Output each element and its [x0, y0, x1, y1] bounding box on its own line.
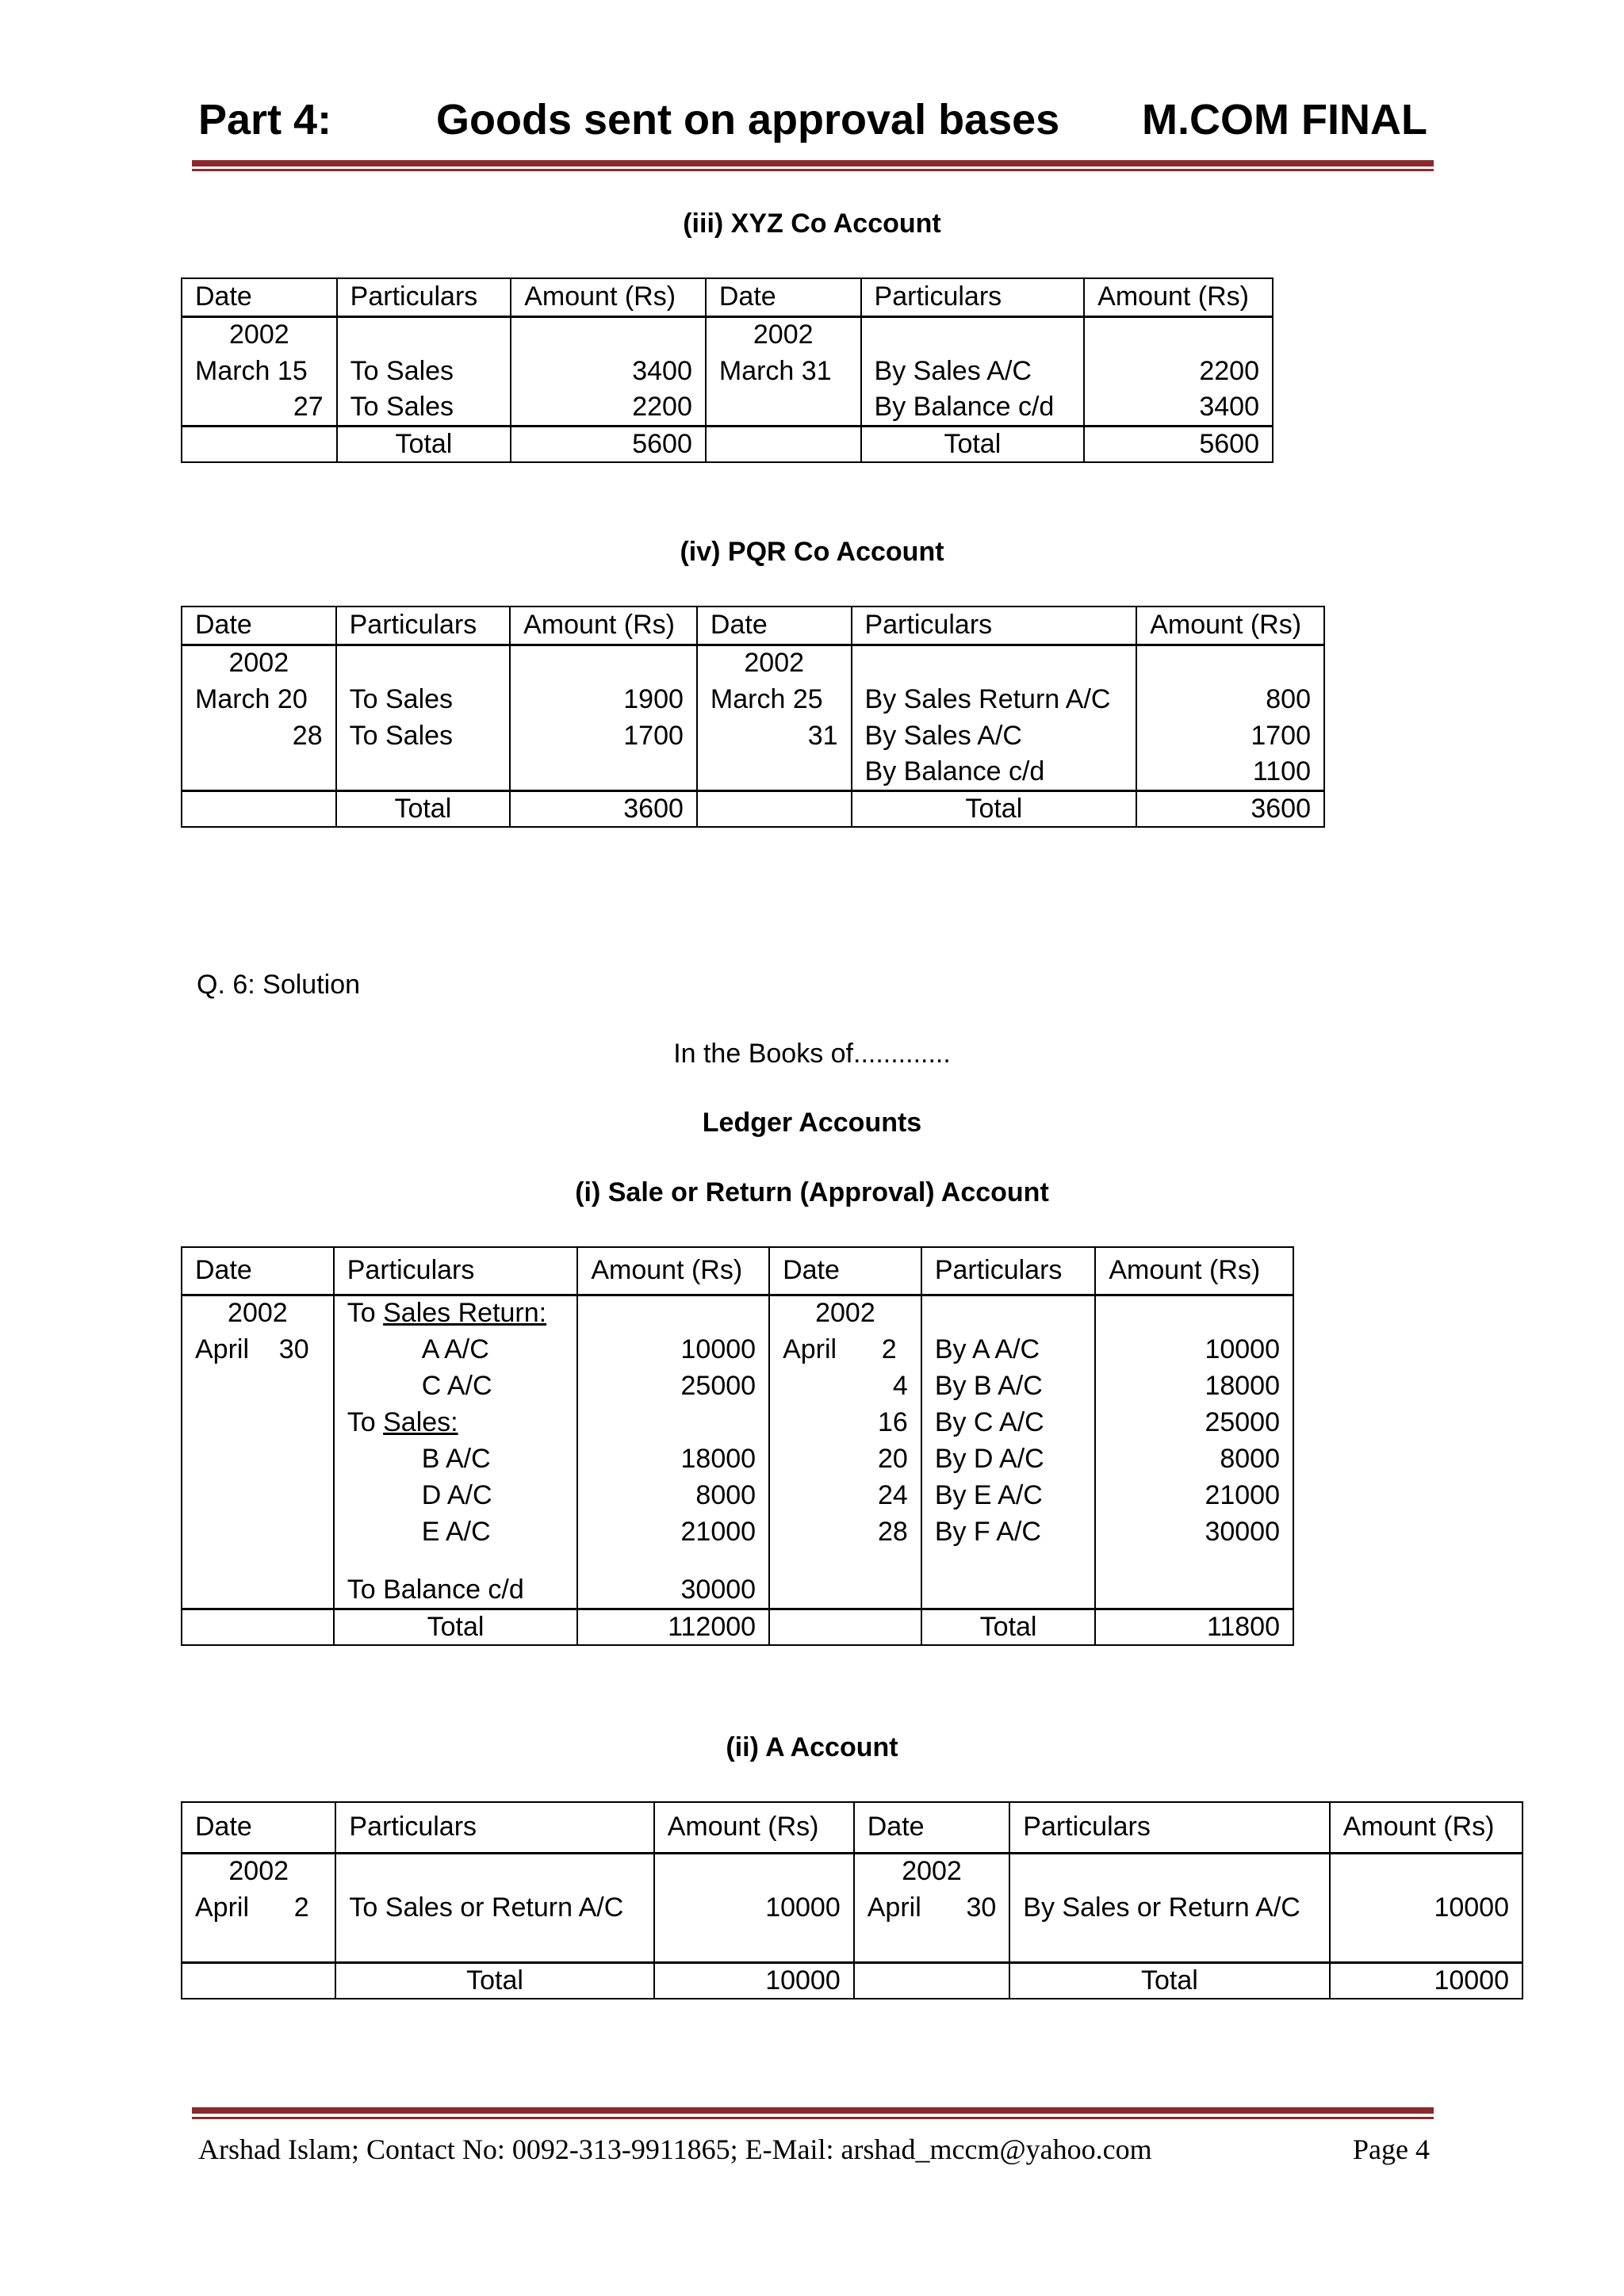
table-row	[182, 681, 1324, 718]
books-of-heading: In the Books of.............	[673, 1039, 951, 1069]
header-rule-thin	[192, 169, 1434, 171]
particulars-account: B A/C	[421, 1443, 491, 1474]
table-row	[182, 1853, 1522, 1889]
particulars-cell: By Sales Return A/C	[852, 681, 1137, 718]
col-particulars: Particulars	[334, 1247, 578, 1295]
date-cell	[706, 389, 861, 426]
amount-cell: 10000	[577, 1331, 769, 1368]
a-account-table	[181, 1801, 1523, 1999]
xyz-account-table	[181, 277, 1274, 463]
particulars-cell	[337, 316, 511, 353]
col-particulars: Particulars	[1009, 1802, 1329, 1853]
particulars-cell	[334, 1295, 578, 1331]
col-particulars: Particulars	[921, 1247, 1096, 1295]
total-row	[182, 426, 1273, 462]
particulars-cell: To Sales	[336, 681, 511, 718]
amount-cell	[510, 645, 697, 681]
date-cell	[182, 1477, 334, 1513]
col-amount: Amount (Rs)	[1084, 278, 1273, 316]
particulars-prefix: To	[347, 1298, 384, 1329]
col-amount: Amount (Rs)	[654, 1802, 854, 1853]
col-amount: Amount (Rs)	[1136, 607, 1324, 645]
footer-rule-thin	[192, 2117, 1434, 2119]
total-cell	[182, 1962, 335, 1999]
particulars-cell	[334, 1368, 578, 1404]
col-date: Date	[182, 1247, 334, 1295]
amount-cell: 2200	[1084, 353, 1273, 389]
amount-cell: 10000	[654, 1889, 854, 1926]
amount-cell: 1700	[510, 718, 697, 754]
total-label: Total	[861, 426, 1085, 462]
table-row	[182, 754, 1324, 790]
col-amount: Amount (Rs)	[511, 278, 706, 316]
particulars-cell	[334, 1572, 578, 1609]
total-label: Total	[852, 790, 1137, 827]
xyz-account-title: (iii) XYZ Co Account	[683, 209, 941, 239]
col-date: Date	[182, 607, 336, 645]
particulars-group-label: Sales Return:	[383, 1298, 547, 1329]
particulars-cell: To Sales	[337, 353, 511, 389]
amount-cell	[1136, 645, 1324, 681]
particulars-cell: By E A/C	[921, 1477, 1096, 1513]
amount-cell	[577, 1404, 769, 1441]
particulars-cell: By Sales or Return A/C	[1009, 1889, 1329, 1926]
date-cell	[182, 754, 336, 790]
total-label: Total	[334, 1609, 578, 1645]
particulars-cell: By Sales A/C	[852, 718, 1137, 754]
total-cell	[769, 1609, 921, 1645]
particulars-account: E A/C	[421, 1516, 491, 1547]
date-cell: 2002	[182, 645, 336, 681]
total-label: Total	[921, 1609, 1096, 1645]
date-cell: April 30	[854, 1889, 1010, 1926]
pqr-account-title: (iv) PQR Co Account	[680, 537, 944, 567]
amount-cell	[1095, 1295, 1293, 1331]
total-label: Total	[335, 1962, 653, 1999]
date-cell: March 15	[182, 353, 337, 389]
total-amount: 5600	[511, 426, 706, 462]
page-title: Goods sent on approval bases	[436, 96, 1060, 144]
amount-cell	[1084, 316, 1273, 353]
particulars-cell	[334, 1441, 578, 1477]
table-row-spacer	[182, 1550, 1293, 1572]
date-cell: 27	[182, 389, 337, 426]
amount-cell	[1095, 1550, 1293, 1572]
particulars-cell	[334, 1331, 578, 1368]
date-cell: 28	[769, 1513, 921, 1550]
col-date: Date	[854, 1802, 1010, 1853]
total-label: Total	[337, 426, 511, 462]
table-row	[182, 1477, 1293, 1513]
date-cell: March 31	[706, 353, 861, 389]
date-cell	[182, 1368, 334, 1404]
amount-cell: 21000	[1095, 1477, 1293, 1513]
particulars-account: D A/C	[421, 1479, 492, 1510]
total-cell	[706, 426, 861, 462]
amount-cell: 3400	[511, 353, 706, 389]
total-row	[182, 1962, 1522, 1999]
total-cell	[854, 1962, 1010, 1999]
particulars-cell	[334, 1513, 578, 1550]
pqr-account-table	[181, 606, 1325, 828]
particulars-cell: To Sales	[337, 389, 511, 426]
footer-contact: Arshad Islam; Contact No: 0092-313-9911865; E-Mail: arshad_mccm@yahoo.com	[198, 2133, 1152, 2165]
particulars-cell	[336, 645, 511, 681]
col-amount: Amount (Rs)	[1095, 1247, 1293, 1295]
date-cell: April 30	[182, 1331, 334, 1368]
page-number: Page 4	[1353, 2133, 1430, 2165]
date-cell: 16	[769, 1404, 921, 1441]
col-amount: Amount (Rs)	[577, 1247, 769, 1295]
col-date: Date	[706, 278, 861, 316]
amount-cell: 800	[1136, 681, 1324, 718]
sale-return-account-title: (i) Sale or Return (Approval) Account	[575, 1177, 1049, 1207]
amount-cell	[654, 1853, 854, 1889]
particulars-prefix: To Balance c/d	[347, 1574, 524, 1605]
date-cell	[182, 1513, 334, 1550]
total-amount: 3600	[510, 790, 697, 827]
particulars-prefix: To	[347, 1406, 384, 1437]
date-cell: March 25	[697, 681, 852, 718]
footer-rule-thick	[192, 2107, 1434, 2114]
particulars-cell	[334, 1477, 578, 1513]
particulars-group-label: Sales:	[383, 1406, 458, 1437]
date-cell	[182, 1550, 334, 1572]
total-row	[182, 790, 1324, 827]
table-row	[182, 1889, 1522, 1926]
date-cell: 2002	[769, 1295, 921, 1331]
table-row	[182, 316, 1273, 353]
amount-cell: 18000	[577, 1441, 769, 1477]
table-row	[182, 1404, 1293, 1441]
table-row	[182, 718, 1324, 754]
amount-cell: 10000	[1095, 1331, 1293, 1368]
col-particulars: Particulars	[852, 607, 1137, 645]
date-cell: 2002	[182, 1853, 335, 1889]
particulars-cell	[921, 1572, 1096, 1609]
date-cell: March 20	[182, 681, 336, 718]
sale-return-account-table	[181, 1246, 1294, 1646]
date-cell	[769, 1572, 921, 1609]
total-amount: 5600	[1084, 426, 1273, 462]
total-row	[182, 1609, 1293, 1645]
amount-cell: 21000	[577, 1513, 769, 1550]
amount-cell	[510, 754, 697, 790]
table-row	[182, 645, 1324, 681]
col-particulars: Particulars	[337, 278, 511, 316]
particulars-cell	[334, 1550, 578, 1572]
particulars-account: C A/C	[421, 1370, 492, 1401]
date-cell: April 2	[182, 1889, 335, 1926]
total-label: Total	[1009, 1962, 1329, 1999]
particulars-cell: By D A/C	[921, 1441, 1096, 1477]
ledger-accounts-heading: Ledger Accounts	[702, 1108, 922, 1138]
amount-cell: 8000	[577, 1477, 769, 1513]
date-cell	[182, 1404, 334, 1441]
particulars-cell: By Sales A/C	[861, 353, 1085, 389]
particulars-cell	[861, 316, 1085, 353]
date-cell: 4	[769, 1368, 921, 1404]
table-row	[182, 1441, 1293, 1477]
particulars-cell	[336, 754, 511, 790]
date-cell: April 2	[769, 1331, 921, 1368]
amount-cell	[577, 1295, 769, 1331]
col-date: Date	[697, 607, 852, 645]
particulars-cell	[921, 1550, 1096, 1572]
amount-cell: 10000	[1330, 1889, 1522, 1926]
date-cell: 2002	[706, 316, 861, 353]
particulars-cell	[1009, 1853, 1329, 1889]
total-cell	[697, 790, 852, 827]
date-cell: 20	[769, 1441, 921, 1477]
amount-cell: 2200	[511, 389, 706, 426]
particulars-cell: By B A/C	[921, 1368, 1096, 1404]
amount-cell: 18000	[1095, 1368, 1293, 1404]
col-particulars: Particulars	[336, 607, 511, 645]
date-cell: 31	[697, 718, 852, 754]
total-label: Total	[336, 790, 511, 827]
total-cell	[182, 1609, 334, 1645]
course-label: M.COM FINAL	[1142, 96, 1427, 144]
date-cell	[769, 1550, 921, 1572]
date-cell	[182, 1572, 334, 1609]
part-label: Part 4:	[198, 96, 332, 144]
particulars-cell	[852, 645, 1137, 681]
particulars-cell: By C A/C	[921, 1404, 1096, 1441]
col-particulars: Particulars	[861, 278, 1085, 316]
particulars-cell	[334, 1404, 578, 1441]
total-amount: 10000	[1330, 1962, 1522, 1999]
table-row	[182, 1572, 1293, 1609]
total-amount: 3600	[1136, 790, 1324, 827]
table-row	[182, 1295, 1293, 1331]
col-amount: Amount (Rs)	[510, 607, 697, 645]
amount-cell: 25000	[577, 1368, 769, 1404]
a-account-title: (ii) A Account	[726, 1732, 898, 1762]
date-cell	[182, 1441, 334, 1477]
question-label: Q. 6: Solution	[197, 970, 361, 1000]
particulars-cell: To Sales or Return A/C	[335, 1889, 653, 1926]
amount-cell	[1095, 1572, 1293, 1609]
page-header	[198, 95, 1427, 151]
total-amount: 11800	[1095, 1609, 1293, 1645]
table-row	[182, 353, 1273, 389]
particulars-account: A A/C	[421, 1334, 489, 1364]
amount-cell: 8000	[1095, 1441, 1293, 1477]
table-row	[182, 389, 1273, 426]
date-cell: 2002	[697, 645, 852, 681]
date-cell: 28	[182, 718, 336, 754]
date-cell	[697, 754, 852, 790]
particulars-cell	[335, 1853, 653, 1889]
amount-cell	[511, 316, 706, 353]
total-amount: 112000	[577, 1609, 769, 1645]
table-row	[182, 1513, 1293, 1550]
header-rule-thick	[192, 160, 1434, 166]
table-row-spacer	[182, 1926, 1522, 1962]
particulars-cell: By A A/C	[921, 1331, 1096, 1368]
amount-cell	[577, 1550, 769, 1572]
amount-cell: 1100	[1136, 754, 1324, 790]
particulars-cell: By Balance c/d	[852, 754, 1137, 790]
amount-cell: 25000	[1095, 1404, 1293, 1441]
date-cell: 24	[769, 1477, 921, 1513]
table-row	[182, 1368, 1293, 1404]
amount-cell: 1900	[510, 681, 697, 718]
col-date: Date	[182, 278, 337, 316]
amount-cell: 3400	[1084, 389, 1273, 426]
date-cell: 2002	[182, 1295, 334, 1331]
date-cell: 2002	[854, 1853, 1010, 1889]
particulars-cell: By Balance c/d	[861, 389, 1085, 426]
total-cell	[182, 426, 337, 462]
amount-cell: 1700	[1136, 718, 1324, 754]
col-amount: Amount (Rs)	[1330, 1802, 1522, 1853]
date-cell: 2002	[182, 316, 337, 353]
total-cell	[182, 790, 336, 827]
amount-cell: 30000	[1095, 1513, 1293, 1550]
col-date: Date	[182, 1802, 335, 1853]
amount-cell	[1330, 1853, 1522, 1889]
particulars-cell: By F A/C	[921, 1513, 1096, 1550]
particulars-cell	[921, 1295, 1096, 1331]
amount-cell: 30000	[577, 1572, 769, 1609]
particulars-cell: To Sales	[336, 718, 511, 754]
col-particulars: Particulars	[335, 1802, 653, 1853]
table-row	[182, 1331, 1293, 1368]
total-amount: 10000	[654, 1962, 854, 1999]
col-date: Date	[769, 1247, 921, 1295]
